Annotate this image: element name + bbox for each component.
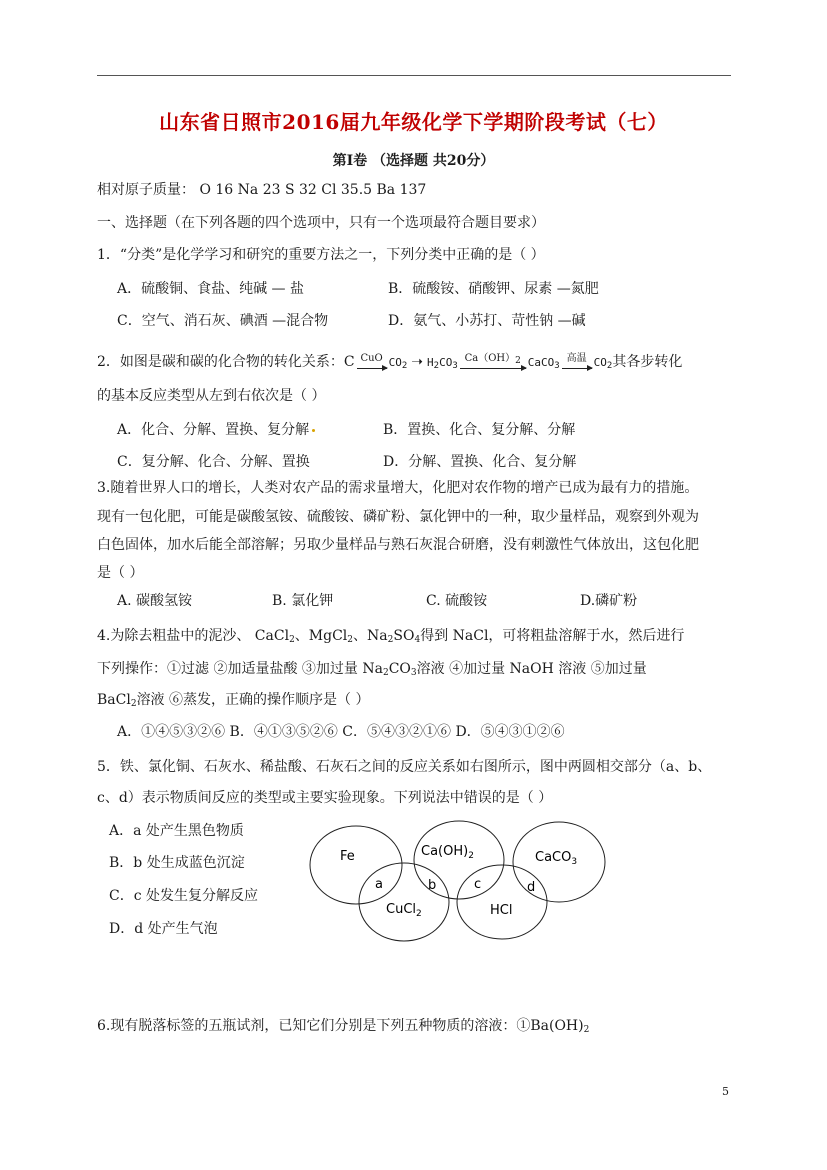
arrow-icon: ➝ [411, 354, 424, 370]
q1-option-c: C．空气、消石灰、碘酒 —混合物 [117, 313, 329, 329]
header-rule [97, 75, 731, 76]
label-a: a [375, 877, 383, 892]
q2-option-c: C．复分解、化合、分解、置换 [117, 454, 310, 470]
q3-option-a: A. 碳酸氢铵 [117, 593, 193, 609]
q5-line-2: c、d）表示物质间反应的类型或主要实验现象。下列说法中错误的是（ ） [97, 790, 553, 806]
label-hcl: HCl [490, 903, 513, 918]
q3-line-2: 现有一包化肥，可能是碳酸氢铵、硫酸铵、磷矿粉、氯化钾中的一种，取少量样品，观察到外观为 [97, 509, 699, 525]
reaction-diagram [300, 810, 620, 950]
q3-line-4: 是（ ） [97, 565, 144, 581]
q2-option-d: D．分解、置换、化合、复分解 [383, 454, 577, 470]
q1-option-d: D．氨气、小苏打、苛性钠 —碱 [388, 313, 586, 329]
q5-option-c: C．c 处发生复分解反应 [109, 888, 259, 904]
q4-line-1: 4.为除去粗盐中的泥沙、 CaCl$_2$、MgCl$_2$、$Na_2SO_4$得到 NaCl，可将粗盐溶解于水，然后进行 [97, 628, 685, 645]
q2-stem: 2．如图是碳和碳的化合物的转化关系：C CuO $CO_2$ ➝ $H_2CO_3$ $Ca(OH)_2$ CaCO$_3$ 高温 $CO_2$其各步转化 [97, 353, 683, 371]
label-d: d [527, 880, 536, 895]
label-c: c [474, 877, 482, 892]
q1-option-b: B．硫酸铵、硝酸钾、尿素 —氮肥 [388, 281, 599, 297]
atomic-masses: 相对原子质量： O 16 Na 23 S 32 Cl 35.5 Ba 137 [97, 182, 427, 198]
q3-option-d: D.磷矿粉 [580, 593, 638, 609]
arrow-cuo: CuO [357, 360, 387, 369]
q2-option-b: B．置换、化合、复分解、分解 [383, 422, 576, 438]
q2-stem-cont: 的基本反应类型从左到右依次是（ ） [97, 388, 326, 404]
label-fe: Fe [340, 849, 355, 864]
q4-options: A．①④⑤③②⑥ B．④①③⑤②⑥ C．⑤④③②①⑥ D．⑤④③①②⑥ [117, 724, 565, 740]
q3-option-c: C. 硫酸铵 [426, 593, 488, 609]
arrow-high-temp: 高温 [562, 360, 592, 369]
q5-option-d: D．d 处产生气泡 [109, 921, 218, 937]
q1-stem: 1．“分类”是化学学习和研究的重要方法之一，下列分类中正确的是（ ） [97, 247, 545, 263]
q4-line-3: BaCl$_2$溶液 ⑥蒸发，正确的操作顺序是（ ） [97, 692, 370, 709]
q5-option-b: B．b 处生成蓝色沉淀 [109, 855, 245, 871]
q5-option-a: A．a 处产生黑色物质 [109, 823, 244, 839]
page-number: 5 [722, 1085, 729, 1098]
q5-line-1: 5．铁、氯化铜、石灰水、稀盐酸、石灰石之间的反应关系如右图所示，图中两圆相交部分（a、b、 [97, 759, 712, 775]
q3-line-3: 白色固体，加水后能全部溶解；另取少量样品与熟石灰混合研磨，没有刺激性气体放出，这包化肥 [97, 537, 699, 553]
label-caco3: CaCO$_3$ [535, 850, 578, 867]
section-heading: 一、选择题（在下列各题的四个选项中，只有一个选项最符合题目要求） [97, 215, 545, 231]
q1-option-a: A．硫酸铜、食盐、纯碱 — 盐 [117, 281, 305, 297]
q6-line-1: 6.现有脱落标签的五瓶试剂，已知它们分别是下列五种物质的溶液：$①Ba(OH)_2$ [97, 1018, 590, 1035]
q3-line-1: 3.随着世界人口的增长，人类对农产品的需求量增大，化肥对农作物的增产已成为最有力的措施。 [97, 480, 699, 496]
label-cucl2: CuCl$_2$ [386, 902, 422, 919]
q3-option-b: B. 氯化钾 [272, 593, 334, 609]
q2-option-a: A．化合、分解、置换、复分解 [117, 420, 318, 440]
label-caoh2: $Ca(OH)_2$ [421, 844, 474, 861]
page-title: 山东省日照市2016届九年级化学下学期阶段考试（七） [159, 110, 668, 134]
section-subtitle: 第Ⅰ卷 （选择题 共20分） [332, 153, 495, 169]
circle-hcl [457, 865, 547, 939]
arrow-caoh2: $Ca(OH)_2$ [460, 360, 526, 369]
q4-line-2: 下列操作：①过滤 ②加适量盐酸 ③加过量 $Na_2CO_3$溶液 ④加过量 NaOH 溶液 ⑤加过量 [97, 661, 647, 678]
label-b: b [428, 878, 437, 893]
